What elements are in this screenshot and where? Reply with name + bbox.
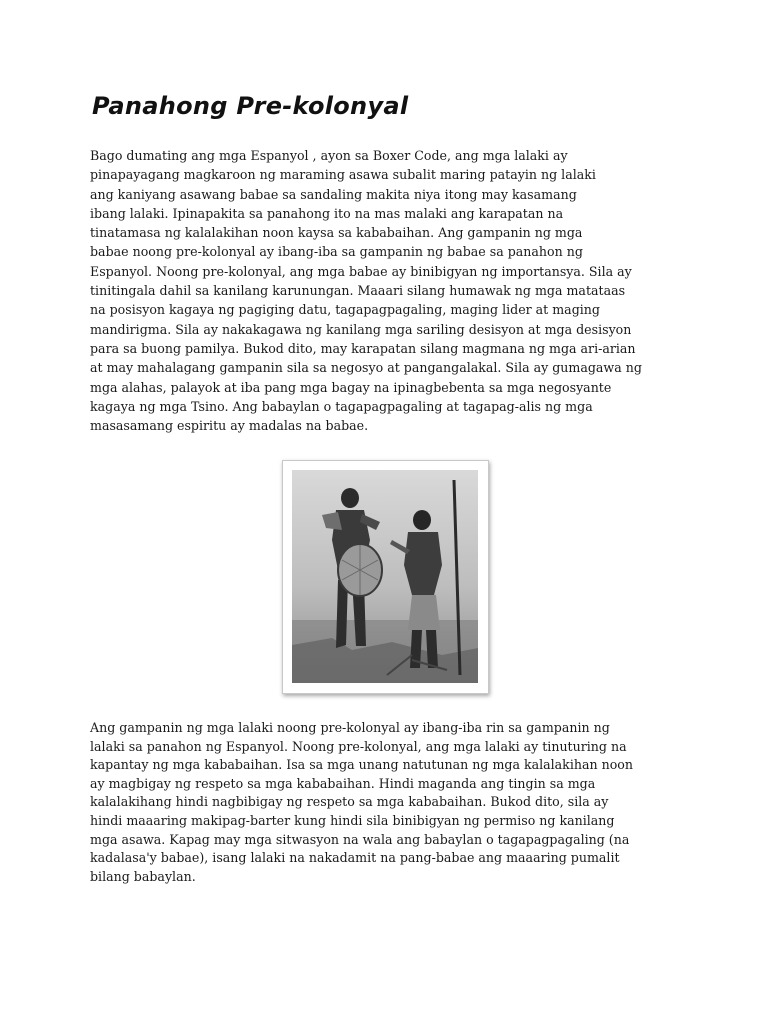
page-title: Panahong Pre-kolonyal [92, 92, 409, 120]
paragraph-line: Bago dumating ang mga Espanyol , ayon sa Boxer Code, ang mga lalaki ay [90, 148, 568, 163]
paragraph-line: ang kaniyang asawang babae sa sandaling makita niya itong may kasamang [90, 186, 577, 202]
paragraph-line: para sa buong pamilya. Bukod dito, may karapatan silang magmana ng mga ari-arian [90, 340, 636, 356]
paragraph-line: mandirigma. Sila ay nakakagawa ng kanilang mga sariling desisyon at mga desisyon [90, 321, 632, 337]
paragraph-line: Ang gampanin ng mga lalaki noong pre-kolonyal ay ibang-iba rin sa gampanin ng [90, 720, 610, 735]
paragraph-line: Espanyol. Noong pre-kolonyal, ang mga babae ay binibigyan ng importansya. Sila ay [90, 263, 632, 279]
paragraph-line: bilang babaylan. [90, 868, 196, 884]
paragraph-line: kalalakihang hindi nagbibigay ng respeto sa mga kababaihan. Bukod dito, sila ay [90, 794, 609, 810]
paragraph-line: babae noong pre-kolonyal ay ibang-iba sa gampanin ng babae sa panahon ng [90, 244, 583, 260]
historical-photo [282, 460, 489, 694]
paragraph-line: at may mahalagang gampanin sila sa negosyo at pangangalakal. Sila ay gumagawa ng [90, 360, 642, 376]
paragraph-line: tinitingala dahil sa kanilang karunungan. Maaari silang humawak ng mga matataas [90, 283, 626, 299]
paragraph-line: tinatamasa ng kalalakihan noon kaysa sa kababaihan. Ang gampanin ng mga [90, 225, 583, 241]
paragraph-line: ay magbigay ng respeto sa mga kababaihan. Hindi maganda ang tingin sa mga [90, 775, 596, 791]
paragraph-line: masasamang espiritu ay madalas na babae. [90, 418, 369, 434]
paragraph-line: pinapayagang magkaroon ng maraming asawa subalit maring patayin ng lalaki [90, 167, 596, 183]
paragraph-line: kadalasa'y babae), isang lalaki na nakadamit na pang-babae ang maaaring pumalit [90, 850, 620, 866]
two-warriors-photo [292, 470, 478, 683]
paragraph-line: kagaya ng mga Tsino. Ang babaylan o tagapagpagaling at tagapag-alis ng mga [90, 398, 593, 414]
paragraph-line: lalaki sa panahon ng Espanyol. Noong pre-kolonyal, ang mga lalaki ay tinuturing na [90, 738, 627, 754]
paragraph-line: ibang lalaki. Ipinapakita sa panahong ito na mas malaki ang karapatan na [90, 205, 564, 221]
paragraph-line: na posisyon kagaya ng pagiging datu, tagapagpagaling, maging lider at maging [90, 302, 600, 318]
paragraph-women-roles [90, 146, 690, 435]
paragraph-line: mga asawa. Kapag may mga sitwasyon na wala ang babaylan o tagapagpagaling (na [90, 831, 630, 847]
paragraph-line: hindi maaaring makipag-barter kung hindi sila binibigyan ng permiso ng kanilang [90, 812, 615, 828]
paragraph-line: kapantay ng mga kababaihan. Isa sa mga unang natutunan ng mga kalalakihan noon [90, 757, 633, 773]
paragraph-men-roles [90, 719, 690, 886]
paragraph-line: mga alahas, palayok at iba pang mga bagay na ipinagbebenta sa mga negosyante [90, 379, 612, 395]
